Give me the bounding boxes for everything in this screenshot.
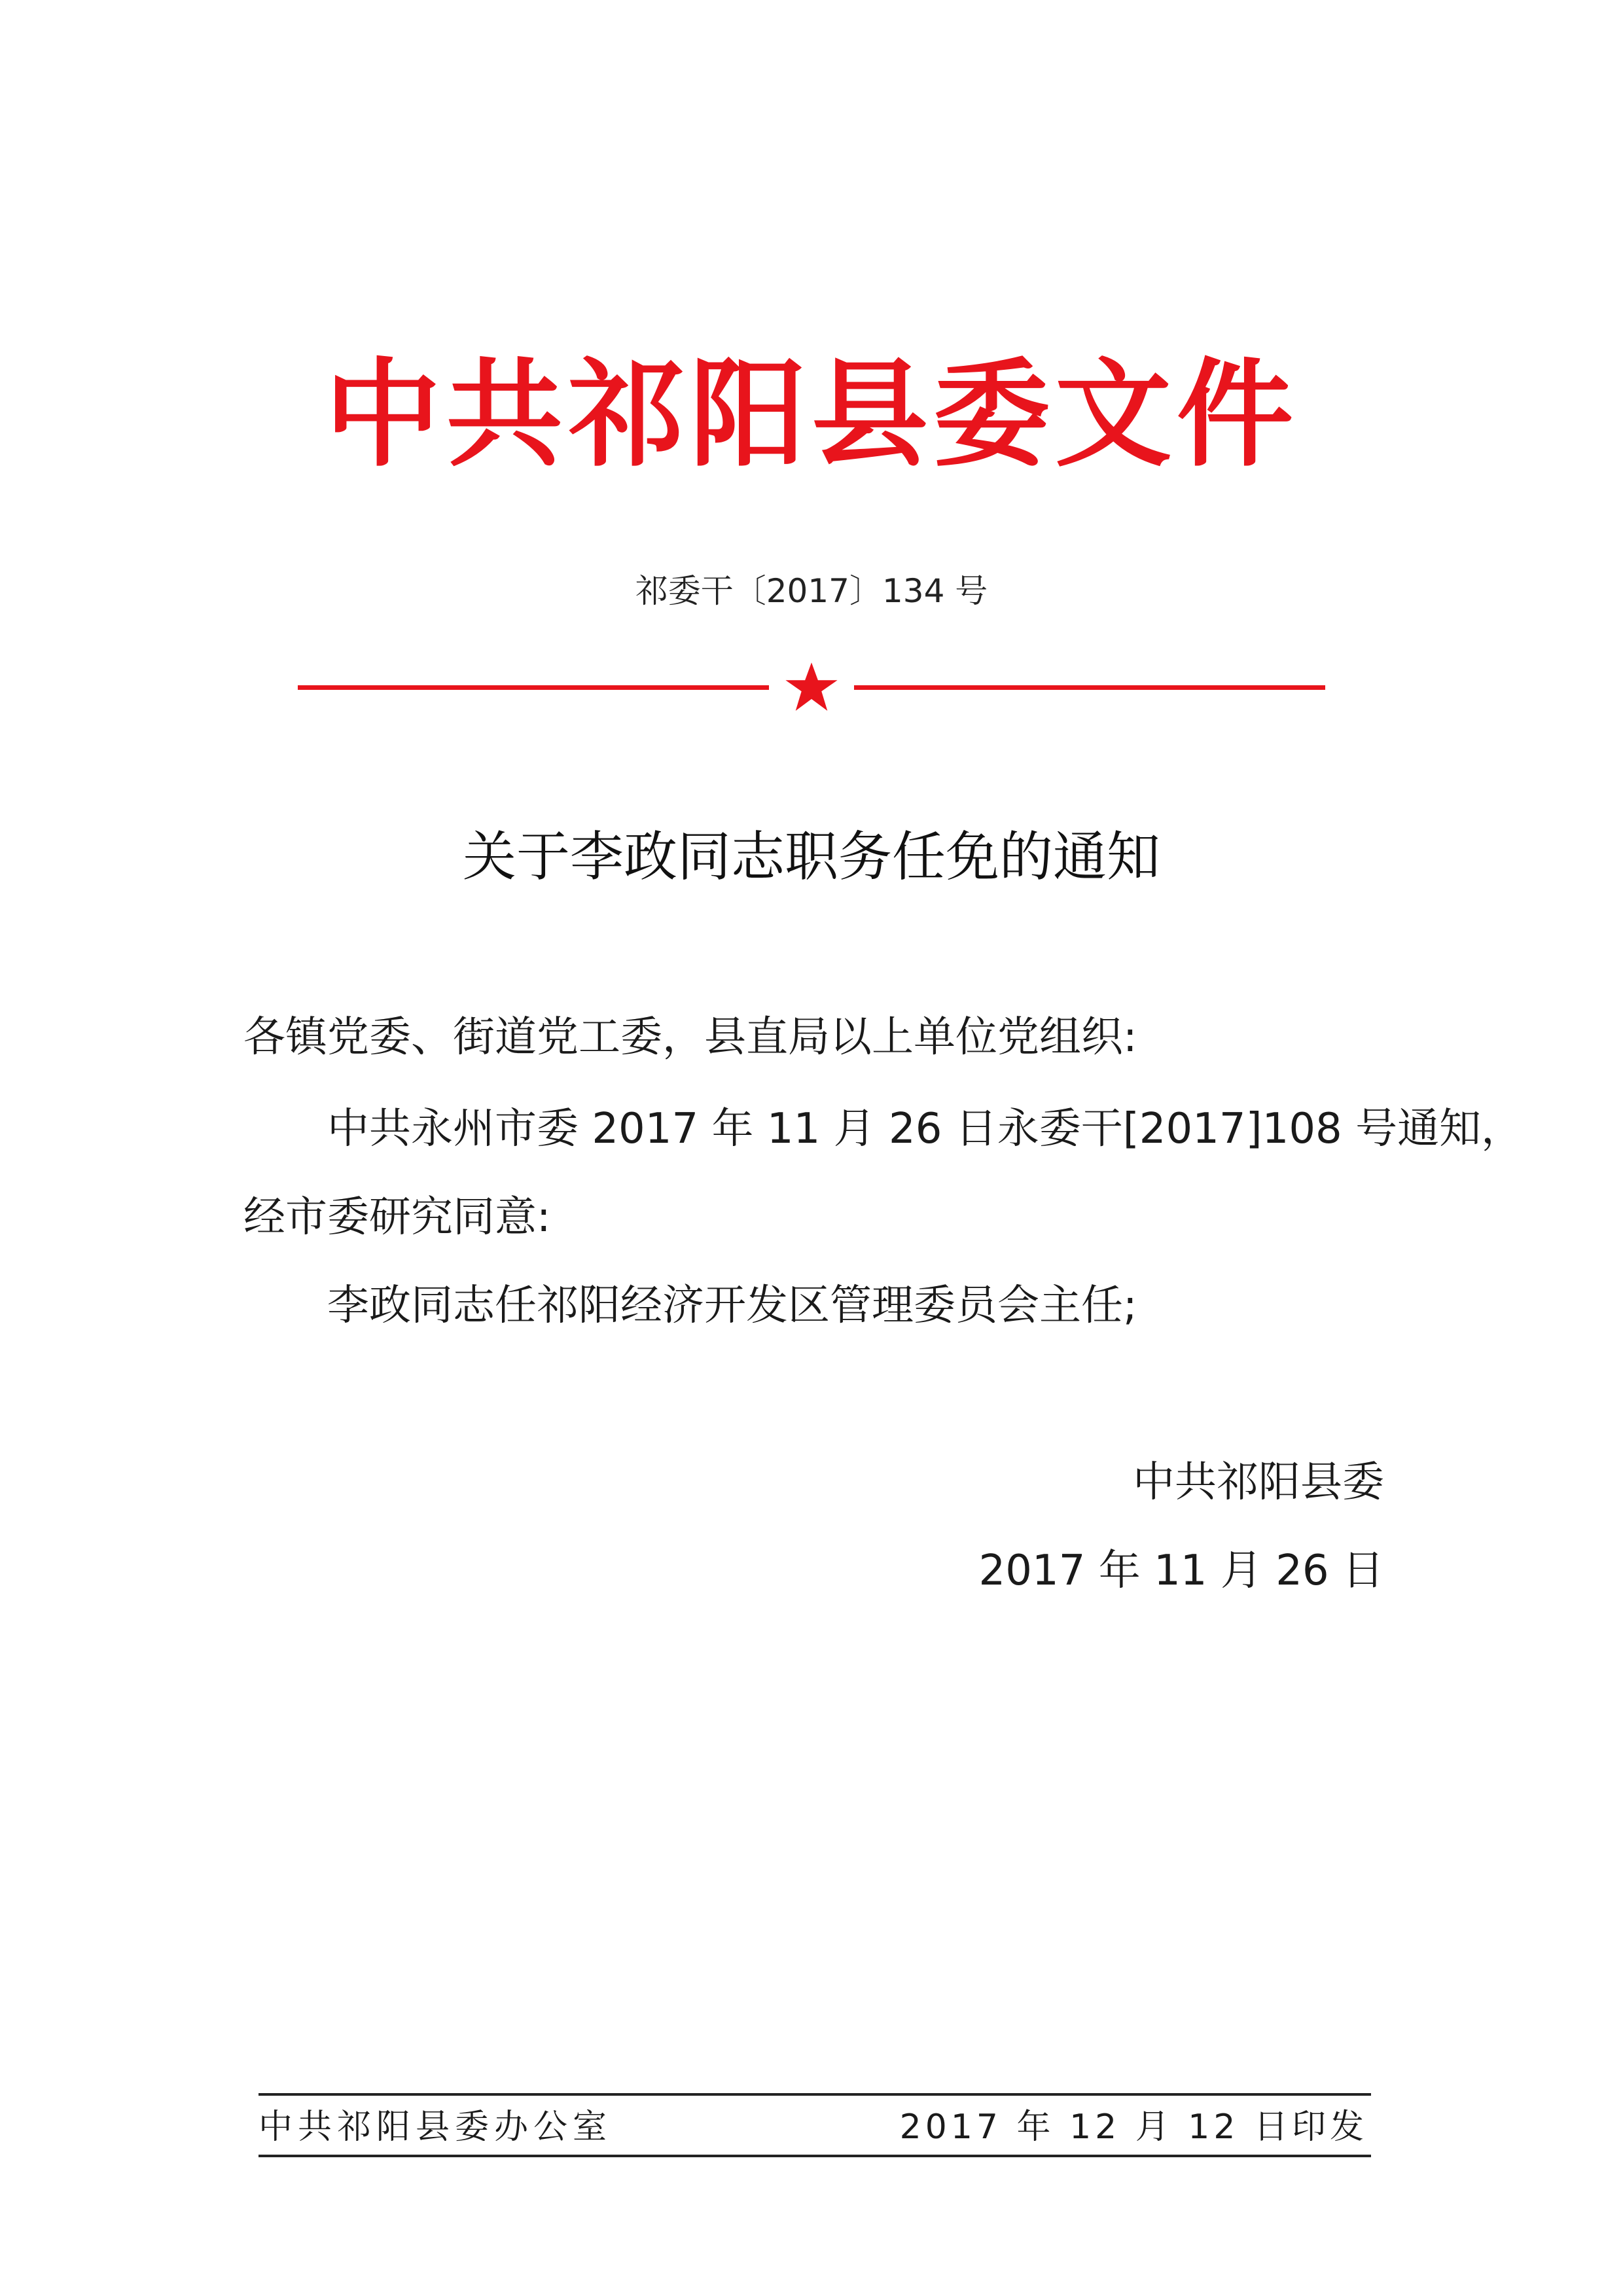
divider-line-left [298, 685, 769, 690]
document-number: 祁委干〔2017〕134 号 [635, 572, 988, 610]
signature-date: 2017 年 11 月 26 日 [978, 1547, 1384, 1595]
notice-title: 关于李政同志职务任免的通知 [462, 826, 1160, 888]
footer-rule-top [259, 2093, 1371, 2096]
masthead-title: 中共祁阳县委文件 [325, 346, 1298, 482]
paragraph-line-2: 经市委研究同意: [243, 1193, 551, 1242]
footer-issue-date: 2017 年 12 月 12 日印发 [899, 2108, 1368, 2147]
addressee-line: 各镇党委、街道党工委，县直局以上单位党组织: [243, 1013, 1137, 1062]
appointment-line: 李政同志任祁阳经济开发区管理委员会主任; [327, 1282, 1137, 1330]
footer-issuer: 中共祁阳县委办公室 [259, 2108, 613, 2147]
red-star-icon [782, 658, 841, 717]
divider-line-right [854, 685, 1325, 690]
footer-rule-bottom [259, 2155, 1371, 2157]
signature-organization: 中共祁阳县委 [1133, 1458, 1384, 1507]
paragraph-line-1: 中共永州市委 2017 年 11 月 26 日永委干[2017]108 号通知， [327, 1105, 1524, 1153]
